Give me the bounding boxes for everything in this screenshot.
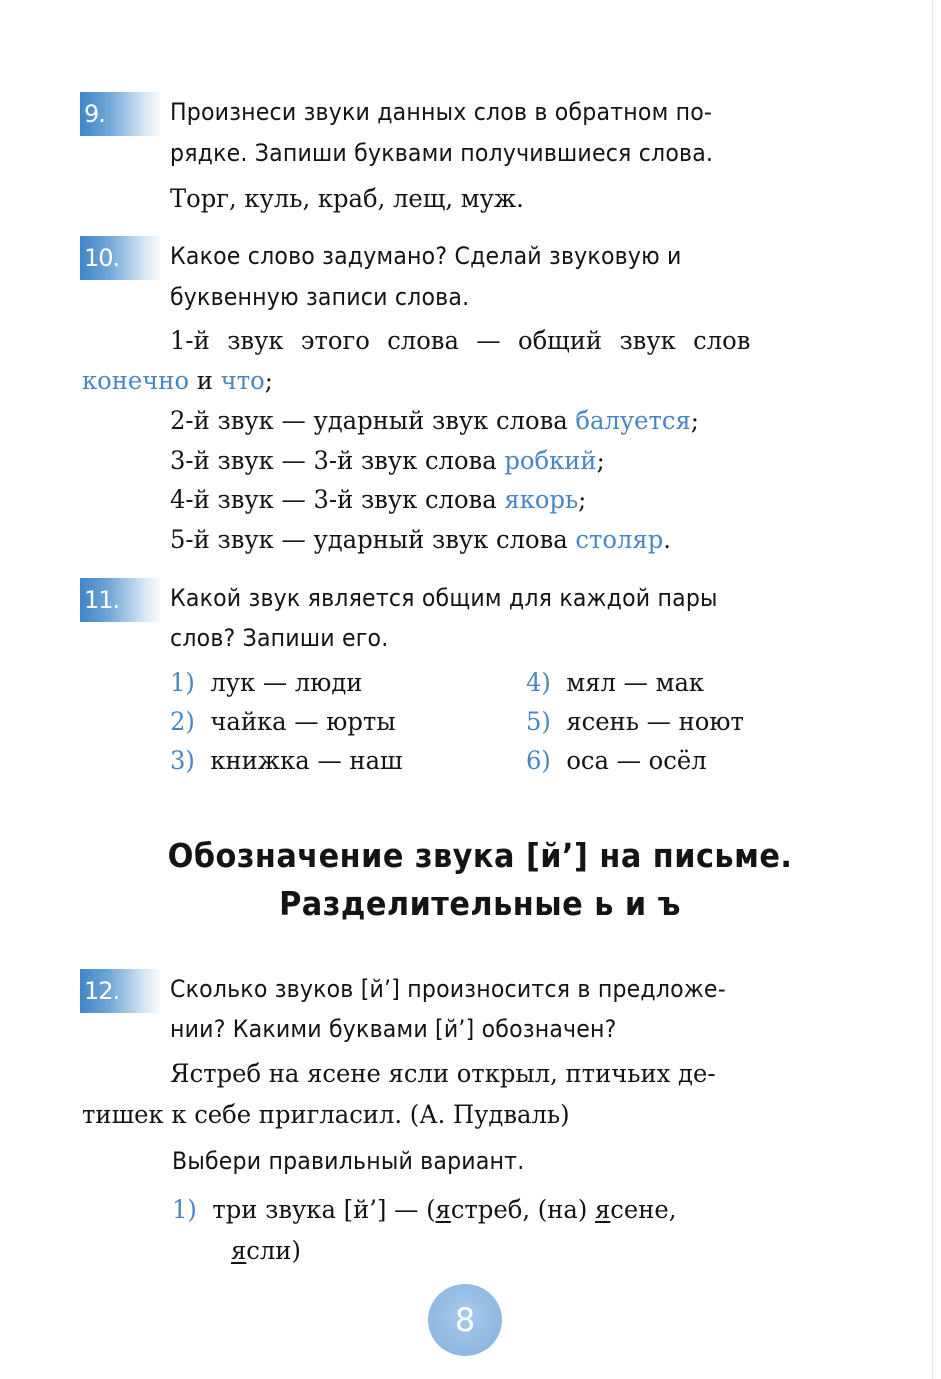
word-pair-3	[170, 746, 403, 775]
pair-dash: —	[294, 707, 319, 736]
exercise-12-quote-line2: тишек к себе пригласил. (А. Пудваль)	[82, 1100, 570, 1129]
page-number-badge: 8	[428, 1284, 502, 1356]
word-pair-2	[170, 707, 396, 736]
pair-word-b: люди	[294, 668, 363, 697]
clue-4-word: якорь	[504, 485, 579, 514]
clue-2-word: балуется	[575, 406, 691, 435]
pair-dash: —	[317, 746, 342, 775]
exercise-10-clue-4	[170, 485, 586, 514]
clue-4-text: 4-й звук — 3-й звук слова	[170, 485, 497, 514]
pair-word-a: ясень	[566, 707, 639, 736]
word-pair-1	[170, 668, 362, 697]
clue-1-and: и	[196, 366, 213, 395]
word-pair-4	[526, 668, 704, 697]
pair-number: 5)	[526, 707, 551, 736]
exercise-11-badge: 11.	[80, 578, 162, 622]
pair-number: 6)	[526, 746, 551, 775]
exercise-9-text-line1: Произнеси звуки данных слов в обратном по-	[170, 98, 713, 126]
exercise-11-text-line2: слов? Запиши его.	[170, 624, 389, 652]
exercise-10-clue-2	[170, 406, 699, 435]
option-text: сене,	[610, 1195, 677, 1224]
option-text: три звука [й’] — (	[212, 1195, 436, 1224]
exercise-10-badge: 10.	[80, 236, 162, 280]
exercise-10-text-line1: Какое слово задумано? Сделай звуковую и	[170, 242, 682, 270]
underlined-letter: я	[231, 1236, 247, 1265]
clue-1-word-2: что	[220, 366, 265, 395]
pair-number: 3)	[170, 746, 195, 775]
answer-option-1-cont	[231, 1236, 301, 1265]
clue-1-word-1: конечно	[82, 366, 190, 395]
exercise-12-text-line1: Сколько звуков [й’] произносится в предложе-	[170, 975, 726, 1003]
exercise-9-words: Торг, куль, краб, лещ, муж.	[170, 184, 524, 213]
pair-word-a: книжка	[210, 746, 310, 775]
exercise-10-clue-1	[170, 326, 750, 355]
pair-word-b: наш	[349, 746, 403, 775]
clue-5-word: столяр	[575, 525, 664, 554]
pair-dash: —	[262, 668, 288, 697]
clue-3-text: 3-й звук — 3-й звук слова	[170, 446, 497, 475]
section-title-line1: Обозначение звука [й’] на письме.	[167, 836, 793, 875]
pair-dash: —	[616, 746, 641, 775]
option-text: сли)	[246, 1236, 301, 1265]
pair-word-a: чайка	[210, 707, 287, 736]
exercise-12-instruction: Выбери правильный вариант.	[172, 1147, 525, 1175]
pair-dash: —	[623, 668, 648, 697]
pair-word-a: лук	[210, 668, 256, 697]
exercise-12-text-line2: нии? Какими буквами [й’] обозначен?	[170, 1015, 617, 1043]
option-text: стреб, (на)	[450, 1195, 595, 1224]
exercise-10-clue-1-cont	[82, 366, 273, 395]
pair-number: 1)	[170, 668, 195, 697]
exercise-12-badge: 12.	[80, 969, 162, 1013]
clue-4-punct: ;	[578, 485, 587, 514]
exercise-10-text-line2: буквенную записи слова.	[170, 283, 470, 311]
clue-1-text: 1-й звук этого слова — общий звук слов	[170, 326, 751, 355]
pair-word-a: оса	[566, 746, 609, 775]
exercise-9-text-line2: рядке. Запиши буквами получившиеся слова.	[170, 139, 714, 167]
exercise-10-clue-5	[170, 525, 671, 554]
word-pair-5	[526, 707, 744, 736]
pair-number: 4)	[526, 668, 551, 697]
clue-1-punct: ;	[264, 366, 273, 395]
answer-option-1[interactable]	[172, 1195, 676, 1224]
pair-word-b: ноют	[678, 707, 744, 736]
pair-word-a: мял	[566, 668, 616, 697]
clue-3-punct: ;	[596, 446, 605, 475]
clue-2-text: 2-й звук — ударный звук слова	[170, 406, 568, 435]
word-pair-6	[526, 746, 707, 775]
underlined-letter: я	[435, 1195, 451, 1224]
pair-word-b: осёл	[648, 746, 707, 775]
underlined-letter: я	[594, 1195, 611, 1224]
exercise-10-clue-3	[170, 446, 605, 475]
clue-5-text: 5-й звук — ударный звук слова	[170, 525, 568, 554]
option-number: 1)	[172, 1195, 197, 1224]
exercise-9-badge: 9.	[80, 92, 162, 136]
pair-number: 2)	[170, 707, 195, 736]
page-edge-line	[932, 0, 933, 1379]
pair-word-b: юрты	[326, 707, 396, 736]
pair-dash: —	[646, 707, 671, 736]
section-title-line2: Разделительные ь и ъ	[279, 884, 681, 923]
clue-3-word: робкий	[504, 446, 597, 475]
clue-2-punct: ;	[690, 406, 699, 435]
pair-word-b: мак	[655, 668, 705, 697]
exercise-12-quote-line1: Ястреб на ясене ясли открыл, птичьих де-	[170, 1059, 716, 1088]
clue-5-punct: .	[663, 525, 671, 554]
exercise-11-text-line1: Какой звук является общим для каждой пары	[170, 584, 718, 612]
